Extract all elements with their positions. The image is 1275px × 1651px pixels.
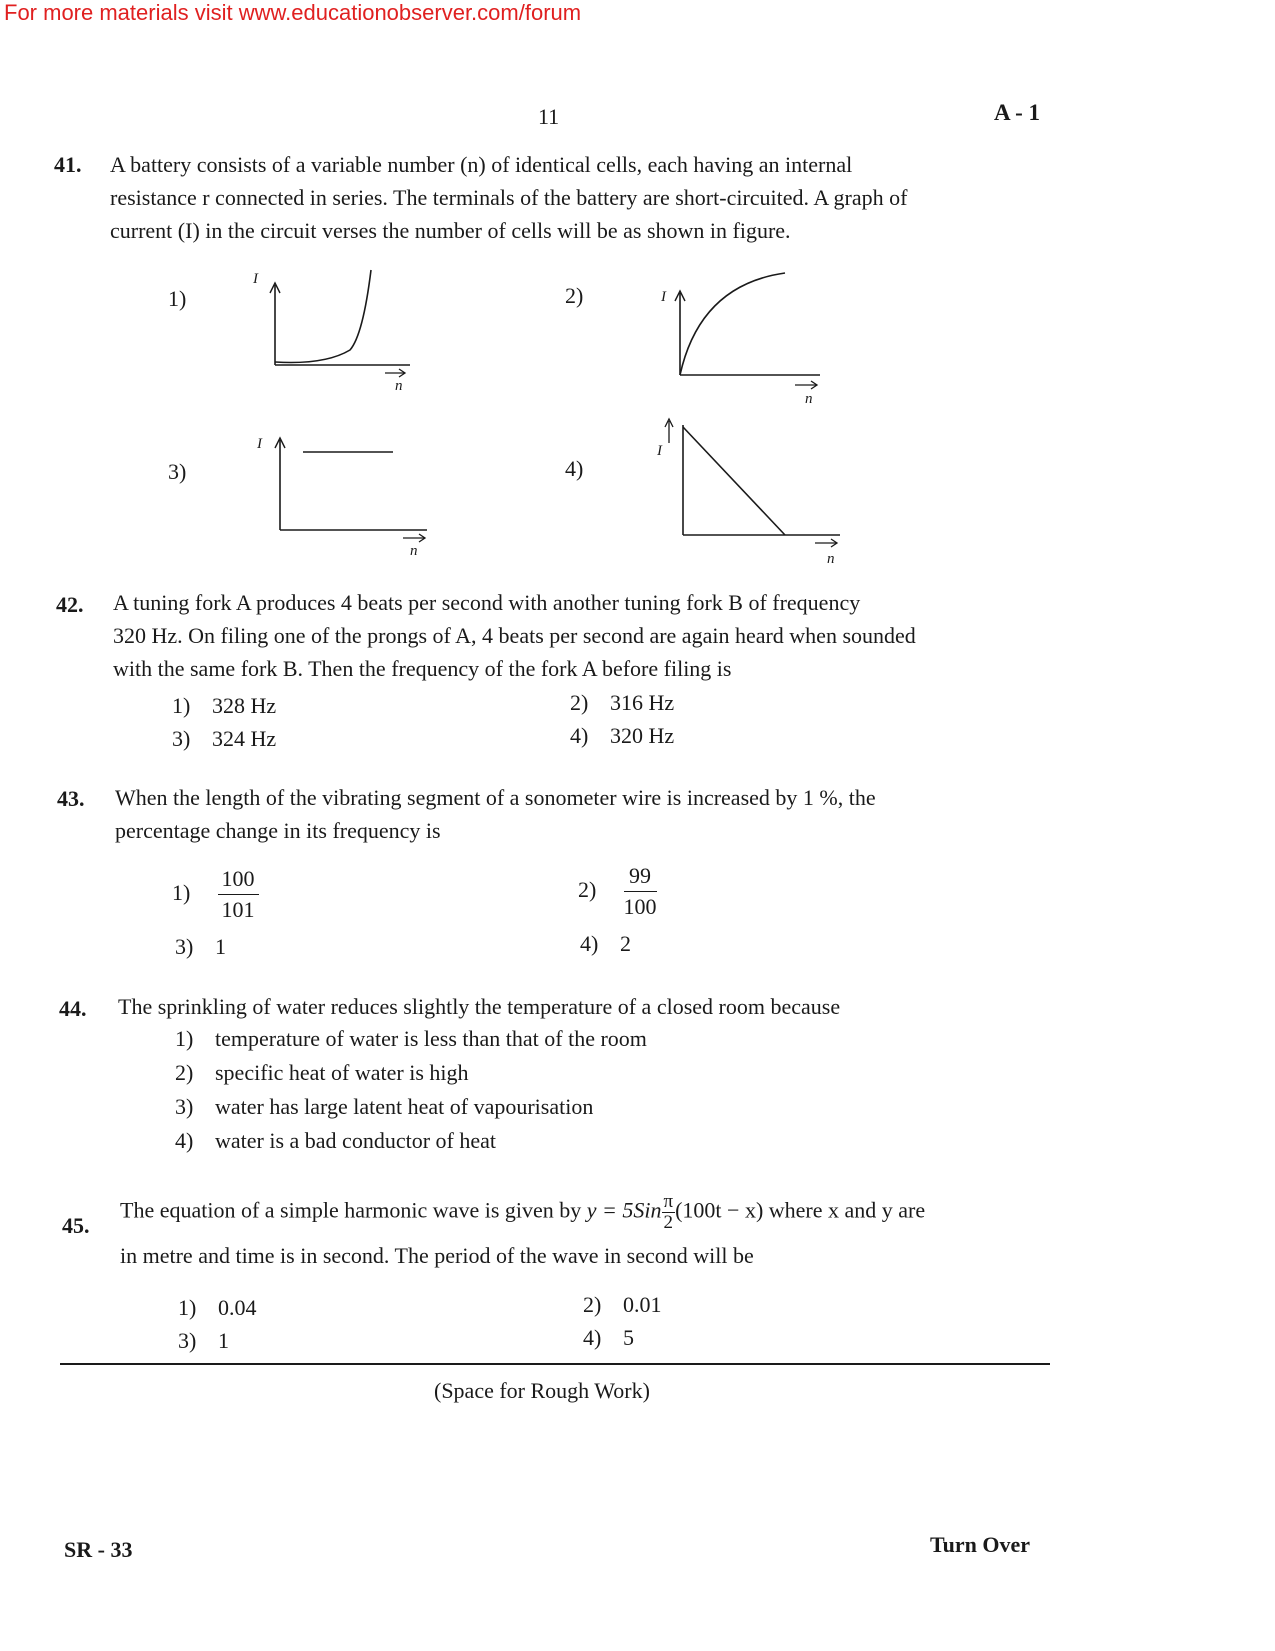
q43-option-2-fraction	[624, 863, 657, 920]
question-45-text-before: The equation of a simple harmonic wave is given by	[120, 1197, 582, 1223]
graph-2-svg	[645, 265, 825, 400]
question-number-43: 43.	[57, 786, 85, 811]
q43-option-2-numerator: 99	[624, 863, 657, 892]
q42-option-2-text: 316 Hz	[610, 690, 675, 715]
q41-option-3-label[interactable]: 3)	[168, 459, 187, 484]
graph-1-svg	[245, 265, 425, 395]
q43-option-1-denominator: 101	[221, 897, 255, 922]
q44-option-4[interactable]	[175, 1128, 496, 1154]
question-45-frac-num: π	[663, 1191, 674, 1212]
question-text-41	[110, 148, 1055, 247]
q44-option-2-num: 2)	[175, 1060, 194, 1085]
graph-4-svg	[645, 415, 845, 560]
q45-option-2[interactable]	[583, 1292, 662, 1318]
question-text-42	[113, 586, 1058, 685]
q44-option-4-num: 4)	[175, 1128, 194, 1153]
page-number: 11	[538, 104, 560, 129]
question-45-frac-den: 2	[663, 1212, 674, 1233]
q43-option-2-denominator: 100	[623, 894, 657, 919]
q45-option-2-num: 2)	[583, 1292, 602, 1317]
q45-option-1-text: 0.04	[218, 1295, 257, 1320]
q43-option-2[interactable]	[578, 863, 657, 920]
graph-4-y-label: I	[657, 443, 662, 459]
q45-option-4[interactable]	[583, 1325, 634, 1351]
question-42-line-1: A tuning fork A produces 4 beats per second with another tuning fork B of frequency	[113, 590, 861, 615]
question-41-line-1: A battery consists of a variable number (n) of identical cells, each having an internal	[110, 152, 853, 177]
question-number-42: 42.	[56, 592, 84, 617]
graph-3-x-label: n	[410, 543, 418, 559]
q45-option-3-text: 1	[218, 1328, 229, 1353]
q42-option-1-text: 328 Hz	[212, 693, 277, 718]
graph-2-curve	[680, 273, 785, 375]
question-41-line-3: current (I) in the circuit verses the number of cells will be as shown in figure.	[110, 218, 791, 243]
q43-option-1-numerator: 100	[218, 866, 259, 895]
graph-2-y-label: I	[661, 289, 666, 305]
q43-option-3[interactable]	[175, 934, 226, 960]
q45-option-1-num: 1)	[178, 1295, 197, 1320]
q44-option-2-text: specific heat of water is high	[215, 1060, 469, 1085]
q43-option-4[interactable]	[580, 931, 631, 957]
graph-3-y-label: I	[257, 436, 262, 452]
q41-graph-3	[245, 430, 435, 565]
q42-option-1[interactable]	[172, 693, 276, 719]
graph-1-y-label: I	[253, 271, 258, 287]
q45-option-1[interactable]	[178, 1295, 257, 1321]
q43-option-4-text: 2	[620, 931, 631, 956]
question-41-line-2: resistance r connected in series. The terminals of the battery are short-circuited. A graph of	[110, 185, 908, 210]
q43-option-1-fraction	[218, 866, 259, 923]
graph-1-curve	[275, 270, 371, 363]
rough-work-label: (Space for Rough Work)	[434, 1378, 650, 1403]
q42-option-3-text: 324 Hz	[212, 726, 277, 751]
q44-option-4-text: water is a bad conductor of heat	[215, 1128, 496, 1153]
question-45-equation-rhs: (100t − x)	[675, 1197, 764, 1223]
q43-option-3-text: 1	[215, 934, 226, 959]
q45-option-3-num: 3)	[178, 1328, 197, 1353]
q44-option-3-text: water has large latent heat of vapourisation	[215, 1094, 594, 1119]
question-45-equation-fraction	[662, 1192, 676, 1233]
footer-code: SR - 33	[64, 1537, 133, 1562]
q41-graph-2	[645, 265, 825, 405]
question-text-45	[120, 1192, 1055, 1272]
q41-graph-1	[245, 265, 425, 400]
q42-option-3[interactable]	[172, 726, 276, 752]
q42-option-3-num: 3)	[172, 726, 191, 751]
question-number-45: 45.	[62, 1213, 90, 1238]
question-45-text-after: where x and y are	[768, 1197, 926, 1223]
question-text-44	[118, 990, 1063, 1023]
graph-4-line	[683, 427, 785, 535]
q44-option-3-num: 3)	[175, 1094, 194, 1119]
q43-option-2-num: 2)	[578, 876, 597, 902]
q44-option-2[interactable]	[175, 1060, 469, 1086]
question-43-line-1: When the length of the vibrating segment of a sonometer wire is increased by 1 %, the	[115, 785, 876, 810]
q44-option-1-num: 1)	[175, 1026, 194, 1051]
question-43-line-2: percentage change in its frequency is	[115, 818, 441, 843]
graph-1-x-label: n	[395, 378, 403, 394]
q42-option-4-text: 320 Hz	[610, 723, 675, 748]
question-text-43	[115, 781, 1060, 847]
turn-over-label: Turn Over	[930, 1532, 1031, 1557]
question-45-line-2: in metre and time is in second. The period of the wave in second will be	[120, 1243, 754, 1268]
rough-work-divider	[60, 1363, 1050, 1365]
q44-option-3[interactable]	[175, 1094, 593, 1120]
q43-option-4-num: 4)	[580, 931, 599, 956]
set-code: A - 1	[994, 100, 1040, 125]
q43-option-1[interactable]	[172, 866, 259, 923]
q42-option-4[interactable]	[570, 723, 674, 749]
question-45-line-1	[120, 1192, 1055, 1233]
q42-option-2-num: 2)	[570, 690, 589, 715]
q41-option-1-label[interactable]: 1)	[168, 286, 187, 311]
q45-option-4-num: 4)	[583, 1325, 602, 1350]
q41-option-4-label[interactable]: 4)	[565, 456, 584, 481]
question-42-line-2: 320 Hz. On filing one of the prongs of A, 4 beats per second are again heard when sounded	[113, 623, 916, 648]
watermark-link[interactable]: For more materials visit www.educationobserver.com/forum	[4, 0, 582, 25]
q42-option-4-num: 4)	[570, 723, 589, 748]
q43-option-3-num: 3)	[175, 934, 194, 959]
q41-option-2-label[interactable]: 2)	[565, 283, 584, 308]
question-45-equation-lhs: y = 5Sin	[586, 1197, 662, 1223]
q41-graph-4	[645, 415, 845, 565]
graph-3-svg	[245, 430, 435, 560]
question-number-41: 41.	[54, 152, 82, 177]
q43-option-1-num: 1)	[172, 879, 191, 905]
q44-option-1[interactable]	[175, 1026, 647, 1052]
q42-option-1-num: 1)	[172, 693, 191, 718]
q44-option-1-text: temperature of water is less than that of the room	[215, 1026, 647, 1051]
question-44-line-1: The sprinkling of water reduces slightly the temperature of a closed room because	[118, 994, 841, 1019]
graph-2-x-label: n	[805, 391, 813, 407]
q45-option-4-text: 5	[623, 1325, 634, 1350]
q45-option-3[interactable]	[178, 1328, 229, 1354]
q45-option-2-text: 0.01	[623, 1292, 662, 1317]
question-number-44: 44.	[59, 996, 87, 1021]
question-42-line-3: with the same fork B. Then the frequency of the fork A before filing is	[113, 656, 732, 681]
q42-option-2[interactable]	[570, 690, 674, 716]
graph-4-x-label: n	[827, 551, 835, 567]
